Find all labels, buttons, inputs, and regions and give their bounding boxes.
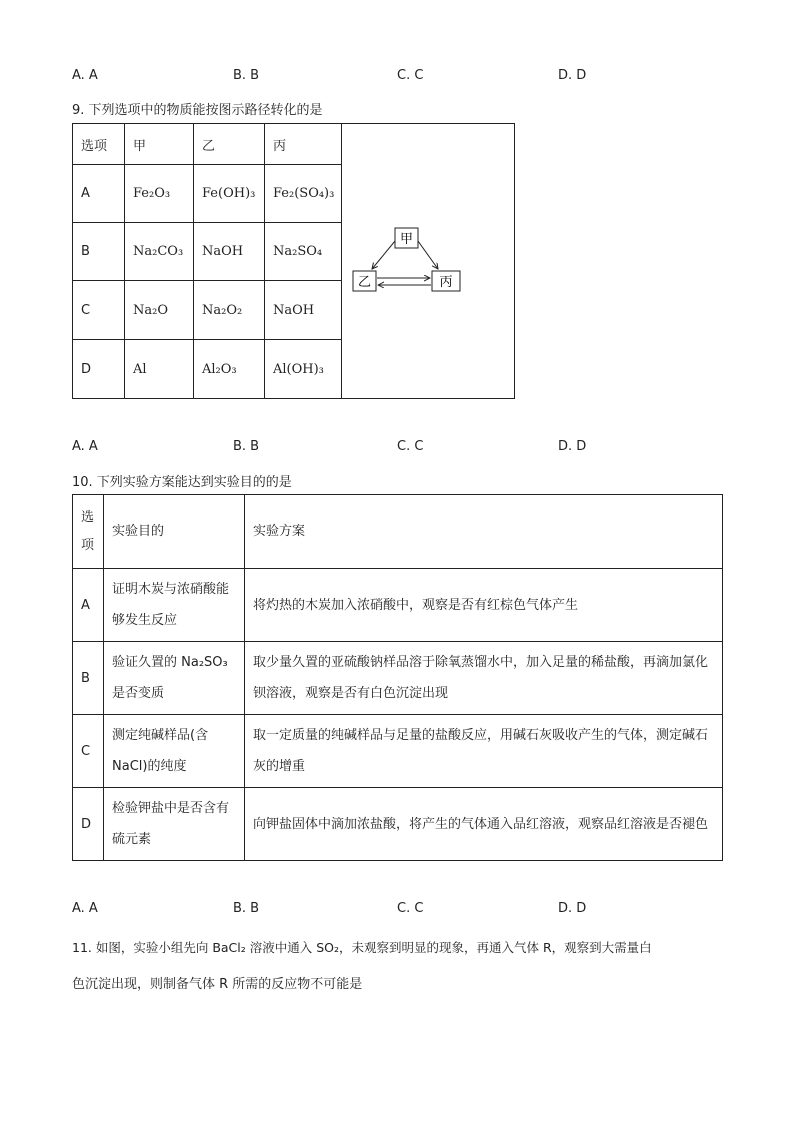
- q9-option-b: B. B: [233, 439, 260, 454]
- q10-header-plan: 实验方案: [245, 495, 723, 569]
- q10-row-d-purpose: 检验钾盐中是否含有硫元素: [104, 788, 245, 861]
- diagram-arrow-jia-bing: [418, 241, 438, 269]
- q10-row-a-plan: 将灼热的木炭加入浓硝酸中，观察是否有红棕色气体产生: [245, 569, 723, 642]
- q8-option-c: C. C: [397, 68, 424, 83]
- q10-row-b: [73, 642, 723, 715]
- q9-diagram-cell: [342, 124, 515, 399]
- q10-row-c: [73, 715, 723, 788]
- q10-row-a-purpose: 证明木炭与浓硝酸能够发生反应: [104, 569, 245, 642]
- q10-row-d: [73, 788, 723, 861]
- q9-row-b-bing: Na₂SO₄: [265, 223, 342, 281]
- q8-options: [72, 68, 672, 86]
- q10-table: [72, 494, 723, 861]
- q9-row-d-yi: Al₂O₃: [194, 340, 265, 399]
- q10-row-c-purpose: 测定纯碱样品(含NaCl)的纯度: [104, 715, 245, 788]
- q9-header-jia: 甲: [125, 124, 194, 165]
- q10-row-b-option: B: [73, 642, 104, 715]
- q10-row-b-plan: 取少量久置的亚硫酸钠样品溶于除氧蒸馏水中，加入足量的稀盐酸，再滴加氯化钡溶液，观察是否有白色沉淀出现: [245, 642, 723, 715]
- q10-row-a-option: A: [73, 569, 104, 642]
- q8-option-a: A. A: [72, 68, 98, 83]
- q8-option-d: D. D: [558, 68, 587, 83]
- diagram-label-jia: 甲: [399, 232, 414, 247]
- q9-row-c-yi: Na₂O₂: [194, 281, 265, 340]
- q10-row-b-purpose: 验证久置的 Na₂SO₃ 是否变质: [104, 642, 245, 715]
- q9-conversion-diagram: [342, 124, 514, 398]
- q10-row-c-plan: 取一定质量的纯碱样品与足量的盐酸反应，用碱石灰吸收产生的气体，测定碱石灰的增重: [245, 715, 723, 788]
- q10-option-b: B. B: [233, 901, 260, 916]
- q9-option-c: C. C: [397, 439, 424, 454]
- q10-options: [72, 901, 672, 919]
- diagram-label-yi: 乙: [357, 275, 372, 290]
- q9-row-c-option: C: [73, 281, 125, 340]
- q9-row-a-yi: Fe(OH)₃: [194, 165, 265, 223]
- q8-option-b: B. B: [233, 68, 260, 83]
- q9-header-yi: 乙: [194, 124, 265, 165]
- q9-row-b-option: B: [73, 223, 125, 281]
- q9-header-option: 选项: [73, 124, 125, 165]
- q9-option-d: D. D: [558, 439, 587, 454]
- q9-row-d-jia: Al: [125, 340, 194, 399]
- q10-row-d-plan: 向钾盐固体中滴加浓盐酸，将产生的气体通入品红溶液，观察品红溶液是否褪色: [245, 788, 723, 861]
- q9-row-d-option: D: [73, 340, 125, 399]
- q9-row-c-jia: Na₂O: [125, 281, 194, 340]
- q10-option-c: C. C: [397, 901, 424, 916]
- q9-row-b-jia: Na₂CO₃: [125, 223, 194, 281]
- q10-option-d: D. D: [558, 901, 587, 916]
- q11-stem-line1: 11. 如图，实验小组先向 BaCl₂ 溶液中通入 SO₂，未观察到明显的现象，再通入气体 R，观察到大需量白: [72, 940, 652, 955]
- diagram-label-bing: 丙: [439, 275, 453, 290]
- q9-stem: 9. 下列选项中的物质能按图示路径转化的是: [72, 103, 323, 118]
- q10-stem: 10. 下列实验方案能达到实验目的的是: [72, 475, 292, 490]
- q9-header-bing: 丙: [265, 124, 342, 165]
- q9-row-b-yi: NaOH: [194, 223, 265, 281]
- q10-option-a: A. A: [72, 901, 98, 916]
- q9-row-a-jia: Fe₂O₃: [125, 165, 194, 223]
- q10-row-c-option: C: [73, 715, 104, 788]
- q9-row-c-bing: NaOH: [265, 281, 342, 340]
- q10-header-option: 选项: [73, 495, 104, 569]
- q11-stem-line2: 色沉淀出现，则制备气体 R 所需的反应物不可能是: [72, 977, 363, 992]
- q9-row-d-bing: Al(OH)₃: [265, 340, 342, 399]
- q9-option-a: A. A: [72, 439, 98, 454]
- q9-row-a-option: A: [73, 165, 125, 223]
- q9-table: [72, 123, 515, 399]
- q10-header-purpose: 实验目的: [104, 495, 245, 569]
- diagram-arrow-jia-yi: [372, 241, 395, 269]
- q9-row-a-bing: Fe₂(SO₄)₃: [265, 165, 342, 223]
- q10-row-a: [73, 569, 723, 642]
- q10-row-d-option: D: [73, 788, 104, 861]
- q9-options: [72, 439, 672, 457]
